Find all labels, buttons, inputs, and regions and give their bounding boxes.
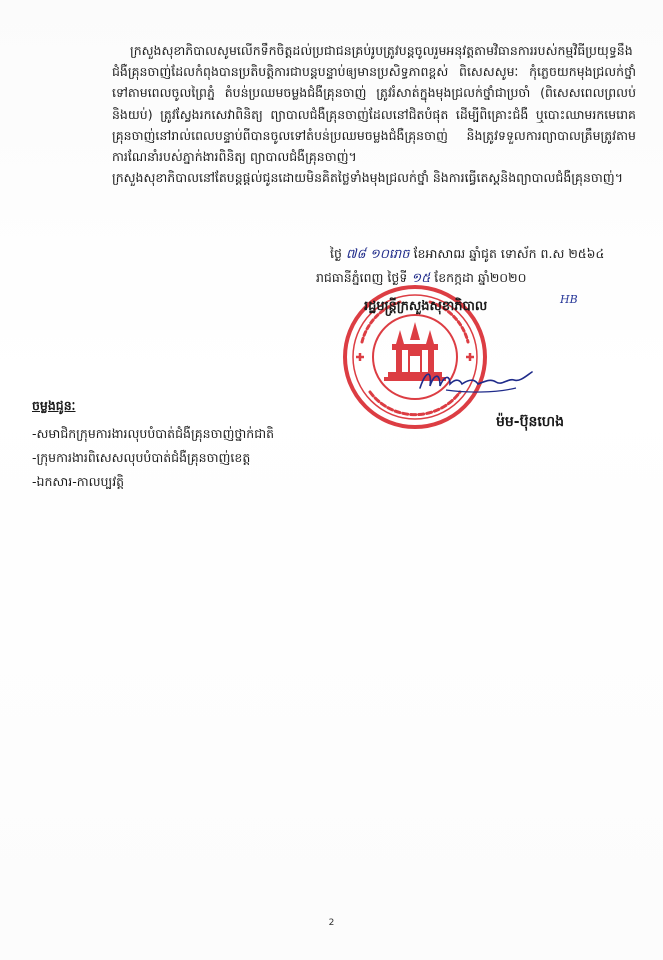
body-paragraph-2: ក្រសួងសុខាភិបាលនៅតែបន្តផ្តល់ជូនដោយមិនគិតថ្លៃទាំងមុងជ្រលក់ថ្នាំ និងការធ្វើតេស្តនិងព្យាបាលជំងឺគ្រុនចាញ់។ — [112, 170, 623, 186]
solar-date-rest: ខែកក្កដា ឆ្នាំ២០២០ — [434, 270, 527, 285]
lunar-date-line — [330, 246, 604, 265]
lunar-date-handwritten: ៧៨ ១០រោច — [345, 247, 410, 262]
signer-name: ម៉ម-ប៊ុនហេង — [496, 414, 565, 430]
lunar-date-prefix: ថ្ងៃ — [330, 246, 342, 261]
recipient-item: -ឯកសារ-កាលប្បវត្តិ — [32, 474, 125, 489]
minister-title: រដ្ឋមន្ត្រីក្រសួងសុខាភិបាល — [364, 299, 488, 314]
signature-image — [416, 360, 536, 400]
handwritten-initial: HB — [560, 293, 578, 306]
page-number: 2 — [328, 918, 335, 928]
solar-date-prefix: រាជធានីភ្នំពេញ ថ្ងៃទី — [316, 270, 408, 285]
recipients-heading: ចម្លងជូនៈ — [32, 398, 76, 413]
recipients-list — [32, 422, 274, 494]
solar-date-handwritten: ១៥ — [411, 271, 431, 286]
lunar-date-rest: ខែអាសាឍ ឆ្នាំជូត ទោស័ក ព.ស ២៥៦៤ — [413, 246, 605, 261]
letter-body — [112, 40, 636, 188]
recipient-item: -សមាជិកក្រុមការងារលុបបំបាត់ជំងឺគ្រុនចាញ់ថ្នាក់ជាតិ — [32, 426, 275, 441]
body-paragraph-1: ក្រសួងសុខាភិបាលសូមលើកទឹកចិត្តដល់ប្រជាជនគ្រប់រូបត្រូវបន្តចូលរួមអនុវត្តតាមវិធានការរបស់កម្មវិធីប្រយុទ្ធនឹងជំងឺគ្រុនចាញ់ដែលកំពុងបានប្រតិបត្តិការជាបន្តបន្ទាប់ឲ្យមានប្រសិទ្ធភាពខ្ពស់ ពិសេសសូមៈ កុំភ្លេចយកមុងជ្រលក់ថ្នាំទៅតាមពេលចូលព្រៃភ្នំ តំបន់ប្រឈមចម្លងជំងឺគ្រុនចាញ់ ត្រូវរំសាត់ក្នុងមុងជ្រលក់ថ្នាំជាប្រចាំ (ពិសេសពេលព្រលប់ និងយប់) ត្រូវស្វែងរកសេវាពិនិត្យ ព្យាបាលជំងឺគ្រុនចាញ់ដែលនៅជិតបំផុត ដើម្បីពិគ្រោះជំងឺ ឬបោះឈាមរកមេរោគគ្រុនចាញ់នៅរាល់ពេលបន្ទាប់ពីបានចូលទៅតំបន់ប្រឈមចម្លងជំងឺគ្រុនចាញ់ និងត្រូវទទួលការព្យាបាលត្រឹមត្រូវតាមការណែនាំរបស់ភ្នាក់ងារពិនិត្យ ព្យាបាលជំងឺគ្រុនចាញ់។ — [112, 43, 636, 165]
recipient-item: -ក្រុមការងារពិសេសលុបបំបាត់ជំងឺគ្រុនចាញ់ខេត្ត — [32, 450, 251, 465]
